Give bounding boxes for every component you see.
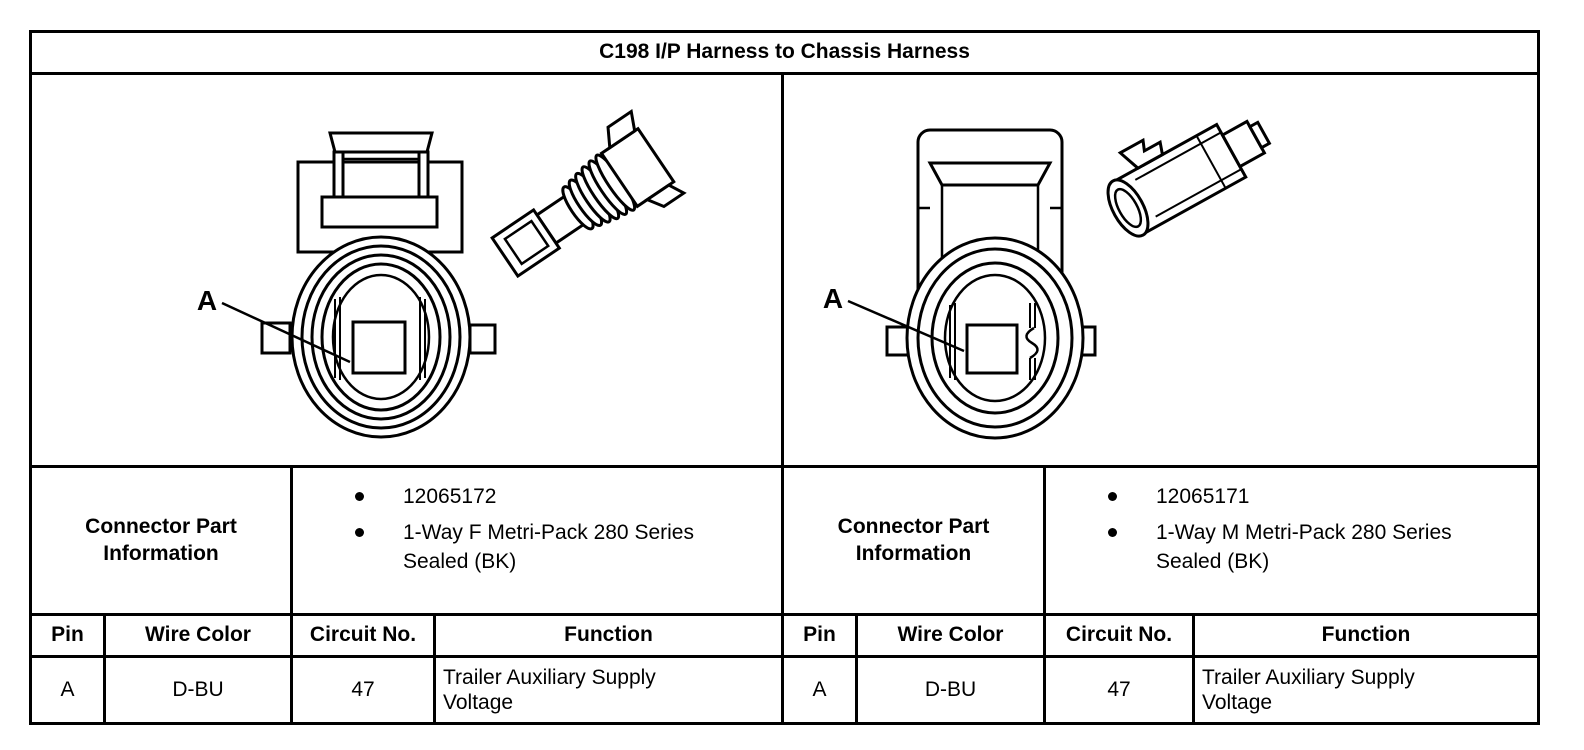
- connector-diagram-left-female: [32, 75, 781, 465]
- side-tab-right: [470, 325, 495, 353]
- part-number: 12065172: [403, 485, 497, 508]
- data-cell-wire-color-right: D-BU: [858, 658, 1043, 722]
- data-cell-function-left: [436, 658, 781, 722]
- page-title: C198 I/P Harness to Chassis Harness: [32, 33, 1537, 72]
- connector-schematic-table: [29, 30, 1540, 725]
- part-info-list: [1108, 482, 1466, 583]
- data-cell-pin-right: A: [784, 658, 855, 722]
- terminal-plug-female: [477, 112, 685, 296]
- bullet-icon: [1108, 518, 1156, 537]
- part-info-item: [355, 518, 713, 576]
- header-cell-wire-color-right: Wire Color: [858, 616, 1043, 655]
- header-cell-circuit-no-left: Circuit No.: [293, 616, 433, 655]
- diagram-cell-right: [784, 75, 1537, 465]
- data-cell-pin-left: A: [32, 658, 103, 722]
- data-cell-circuit-no-left: 47: [293, 658, 433, 722]
- connector-housing-front: [298, 133, 462, 252]
- data-cell-circuit-no-right: 47: [1046, 658, 1192, 722]
- terminal-plug-male: [1090, 87, 1279, 242]
- side-tab-left: [887, 327, 908, 355]
- part-number: 12065171: [1156, 485, 1250, 508]
- header-cell-circuit-no-right: Circuit No.: [1046, 616, 1192, 655]
- part-description: 1-Way M Metri-Pack 280 Series Sealed (BK): [1156, 521, 1452, 573]
- pin-a-label: A: [822, 283, 844, 314]
- function-text: Trailer Auxiliary Supply Voltage: [1202, 666, 1415, 714]
- pin-cavity-square: [353, 322, 405, 373]
- latch-flange: [322, 197, 437, 227]
- pin-a-label: A: [196, 285, 218, 316]
- bullet-icon: [355, 482, 403, 501]
- part-info-item: [1108, 482, 1466, 511]
- bullet-icon: [1108, 482, 1156, 501]
- function-text: Trailer Auxiliary Supply Voltage: [443, 666, 656, 714]
- diagram-cell-left: [32, 75, 781, 465]
- data-cell-wire-color-left: D-BU: [106, 658, 290, 722]
- part-info-label-right: Connector Part Information: [784, 468, 1043, 613]
- part-info-list: [355, 482, 713, 583]
- header-cell-pin-right: Pin: [784, 616, 855, 655]
- part-info-item: [355, 482, 713, 511]
- header-cell-pin-left: Pin: [32, 616, 103, 655]
- latch-top-bar: [330, 133, 432, 152]
- part-info-content-left: [293, 468, 781, 613]
- pin-cavity-square: [967, 325, 1017, 373]
- part-info-label-left: Connector Part Information: [32, 468, 290, 613]
- header-cell-function-right: Function: [1195, 616, 1537, 655]
- part-info-item: [1108, 518, 1466, 576]
- header-cell-function-left: Function: [436, 616, 781, 655]
- bullet-icon: [355, 518, 403, 537]
- part-description: 1-Way F Metri-Pack 280 Series Sealed (BK): [403, 521, 694, 573]
- header-cell-wire-color-left: Wire Color: [106, 616, 290, 655]
- data-cell-function-right: [1195, 658, 1537, 722]
- connector-diagram-right-male: [784, 75, 1537, 465]
- part-info-content-right: [1046, 468, 1537, 613]
